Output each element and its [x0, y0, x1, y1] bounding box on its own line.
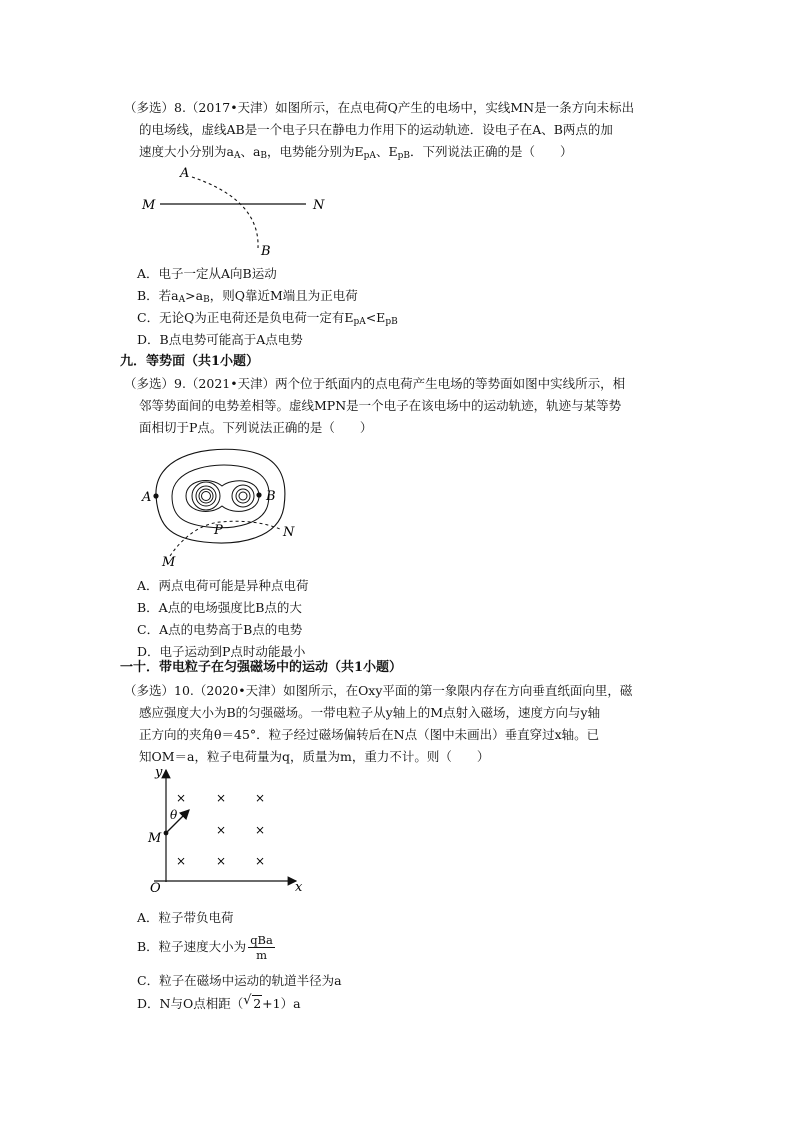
field-cross: × [216, 823, 227, 837]
q10-label-x: x [295, 880, 303, 895]
q8-label-n: N [313, 198, 325, 213]
point-a [153, 493, 158, 498]
q9-label-m: M [162, 555, 176, 570]
q9-label-n: N [283, 525, 295, 540]
q10-label-m: M [148, 831, 162, 846]
q10-option-a: A．粒子带负电荷 [137, 910, 234, 925]
sqrt-2: √ 2 [243, 993, 262, 1011]
q9-option-d: D．电子运动到P点时动能最小 [137, 644, 306, 659]
field-cross: × [176, 854, 187, 868]
q10-line-4: 知OM＝a，粒子电荷量为q，质量为m，重力不计。则（ ） [139, 749, 490, 764]
q10-line-1: （多选）10.（2020•天津）如图所示，在Oxy平面的第一象限内存在方向垂直纸面向里，磁 [124, 683, 633, 698]
right-charge-ring-1 [232, 485, 254, 507]
trajectory-ab [192, 177, 258, 248]
q9-option-b: B．A点的电场强度比B点的大 [137, 600, 302, 615]
q8-line-3: 速度大小分别为$a_A$、$a_B$，电势能分别为$E_{pA}$、$E_{pB}$．下列说法正确的是（ ） [139, 144, 573, 161]
right-charge-ring-3 [239, 492, 247, 500]
point-b [256, 492, 261, 497]
q9-option-c: C．A点的电势高于B点的电势 [137, 622, 303, 637]
q8-option-c: C．无论Q为正电荷还是负电荷一定有$E_{pA}<E_{pB}$ [137, 310, 398, 327]
q8-line-1: （多选）8.（2017•天津）如图所示，在点电荷Q产生的电场中，实线MN是一条方向未标出 [124, 100, 635, 115]
q9-line-3: 面相切于P点。下列说法正确的是（ ） [139, 420, 373, 435]
q8-option-d: D．B点电势可能高于A点电势 [137, 332, 303, 347]
q10-line-3: 正方向的夹角θ＝45°．粒子经过磁场偏转后在N点（图中未画出）垂直穿过x轴。已 [139, 727, 600, 742]
q10-label-o: O [150, 881, 161, 895]
q10-line-2: 感应强度大小为B的匀强磁场。一带电粒子从y轴上的M点射入磁场，速度方向与y轴 [139, 705, 601, 720]
q10-option-d: D．N与O点相距（ √ 2+1）a [137, 993, 301, 1011]
q9-line-1: （多选）9.（2021•天津）两个位于纸面内的点电荷产生电场的等势面如图中实线所示，相 [124, 376, 626, 391]
q8-figure [130, 158, 350, 263]
field-cross: × [216, 791, 227, 805]
field-cross: × [216, 854, 227, 868]
q9-label-b: B [266, 489, 276, 504]
section-9-heading: 九．等势面（共1小题） [120, 354, 260, 369]
q10-option-b: B．粒子速度大小为 $\frac{\text{qBa}}{m}$ [137, 933, 273, 962]
left-charge-ring-4 [202, 492, 211, 501]
q8-label-b: B [261, 244, 271, 259]
q8-option-b: B．若$a_A>a_B$，则Q靠近M端且为正电荷 [137, 288, 358, 305]
q10-label-theta: θ [170, 808, 178, 822]
q8-line-2: 的电场线，虚线AB是一个电子只在静电力作用下的运动轨迹．设电子在A、B两点的加 [139, 122, 613, 137]
fraction-qba-over-m: $\frac{\text{qBa}}{m}$ [250, 933, 273, 962]
section-10-heading: 一十．带电粒子在匀强磁场中的运动（共1小题） [120, 660, 403, 675]
q10-label-y: y [155, 765, 163, 780]
q9-label-a: A [142, 490, 152, 505]
field-cross: × [255, 823, 266, 837]
q9-option-a: A．两点电荷可能是异种点电荷 [137, 578, 309, 593]
q8-label-m: M [142, 198, 156, 213]
q8-label-a: A [180, 166, 190, 181]
right-charge-ring-2 [236, 489, 250, 503]
field-cross: × [255, 854, 266, 868]
q10-option-c: C．粒子在磁场中运动的轨道半径为a [137, 973, 342, 988]
q9-line-2: 邻等势面间的电势差相等。虚线MPN是一个电子在该电场中的运动轨迹，轨迹与某等势 [139, 398, 622, 413]
field-cross: × [255, 791, 266, 805]
q9-figure [130, 438, 310, 570]
field-cross: × [176, 791, 187, 805]
q9-label-p: P [214, 523, 223, 538]
q8-option-a: A．电子一定从A向B运动 [137, 266, 277, 281]
equipotential-2 [172, 465, 269, 528]
q10-figure [140, 760, 310, 895]
